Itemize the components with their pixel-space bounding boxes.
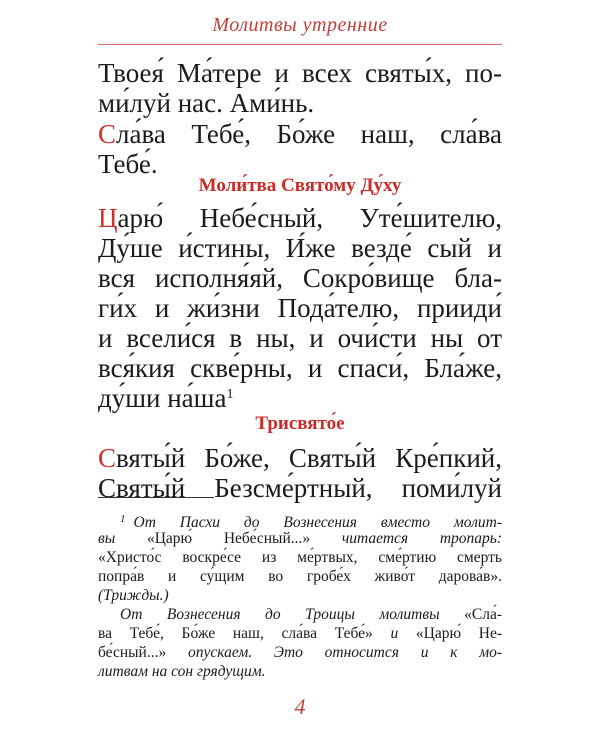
footnote-line: литвам на сон грядущим. — [98, 663, 266, 680]
page-number: 4 — [294, 694, 306, 719]
prayer-paragraph — [98, 203, 502, 413]
text-line — [98, 443, 502, 473]
footnote-line: попра́в и су́щим во гробе́х живо́т дарова́в». — [98, 568, 502, 585]
text-line: Святы́й Безсме́ртный, поми́луй — [98, 473, 502, 503]
glory-paragraph — [98, 119, 502, 179]
text-line: Ду́ше и́стины, И́же везде́ сый и — [98, 233, 502, 263]
text-line: Твоея́ Ма́тере и всех святы́х, по- — [98, 58, 502, 88]
footnote-line — [98, 605, 502, 624]
text-span: От Пасхи до Вознесения вместо молит- — [133, 514, 502, 531]
footnote-separator — [98, 497, 214, 498]
text-span: «Царю́ Не- — [415, 625, 502, 642]
text-line: и всели́ся в ны, и очи́сти ны от — [98, 323, 502, 353]
footnotes — [98, 510, 502, 681]
text-line — [98, 119, 502, 149]
text-line: вся́кия скве́рны, и спаси́, Бла́же, — [98, 353, 502, 383]
text-span: «Сла́- — [464, 606, 502, 623]
footnote-line: (Трижды.) — [98, 587, 169, 604]
trisagion-paragraph — [98, 443, 502, 503]
prayer-heading: Моли́тва Свято́му Ду́ху — [198, 175, 402, 196]
running-head: Молитвы утренние — [212, 14, 388, 36]
text-line — [98, 383, 502, 413]
footnote-line — [98, 529, 502, 548]
footnote-line — [98, 624, 502, 643]
text-span: ду́ши на́ша — [98, 383, 227, 413]
text-span: вяты́й Бо́же, Святы́й Кре́пкий, — [116, 443, 502, 473]
text-span: ла́ва Тебе́, Бо́же наш, сла́ва — [116, 119, 502, 149]
text-line: ми́луй нас. Ами́нь. — [98, 88, 315, 118]
text-span: бе́сный...» — [98, 644, 167, 661]
text-line: Тебе́. — [98, 149, 158, 179]
red-initial: С — [98, 443, 117, 473]
footnote-reference[interactable]: 1 — [226, 387, 234, 402]
text-line — [98, 203, 502, 233]
footnote-line: «Христо́с воскре́се из ме́ртвых, сме́ртию смерть — [98, 549, 502, 566]
text-span: «Царю́ Небе́сный...» — [146, 530, 311, 547]
text-span: опускаем. Это относится и к мо- — [166, 644, 502, 661]
text-span: и — [372, 625, 416, 642]
text-line: вся исполня́яй, Сокро́вище бла- — [98, 263, 502, 293]
text-span: арю́ Небе́сный, Уте́шителю, — [117, 203, 502, 233]
text-span: ва Тебе́, Бо́же наш, сла́ва Тебе́» — [98, 625, 373, 642]
text-span: вы — [98, 530, 147, 547]
continuation-paragraph — [98, 58, 502, 118]
footnote-mark: 1 — [120, 513, 126, 525]
red-initial: Ц — [98, 203, 118, 233]
footnote-line — [98, 643, 502, 662]
red-initial: С — [98, 119, 117, 149]
running-head-rule — [98, 44, 502, 45]
trisagion-heading: Трисвято́е — [255, 413, 345, 434]
text-span: читается тропарь: — [310, 530, 502, 547]
footnote-line — [98, 510, 502, 529]
text-line: ги́х и жи́зни Пода́телю, прииди́ — [98, 293, 502, 323]
text-span: От Вознесения до Троицы молитвы — [120, 606, 465, 623]
